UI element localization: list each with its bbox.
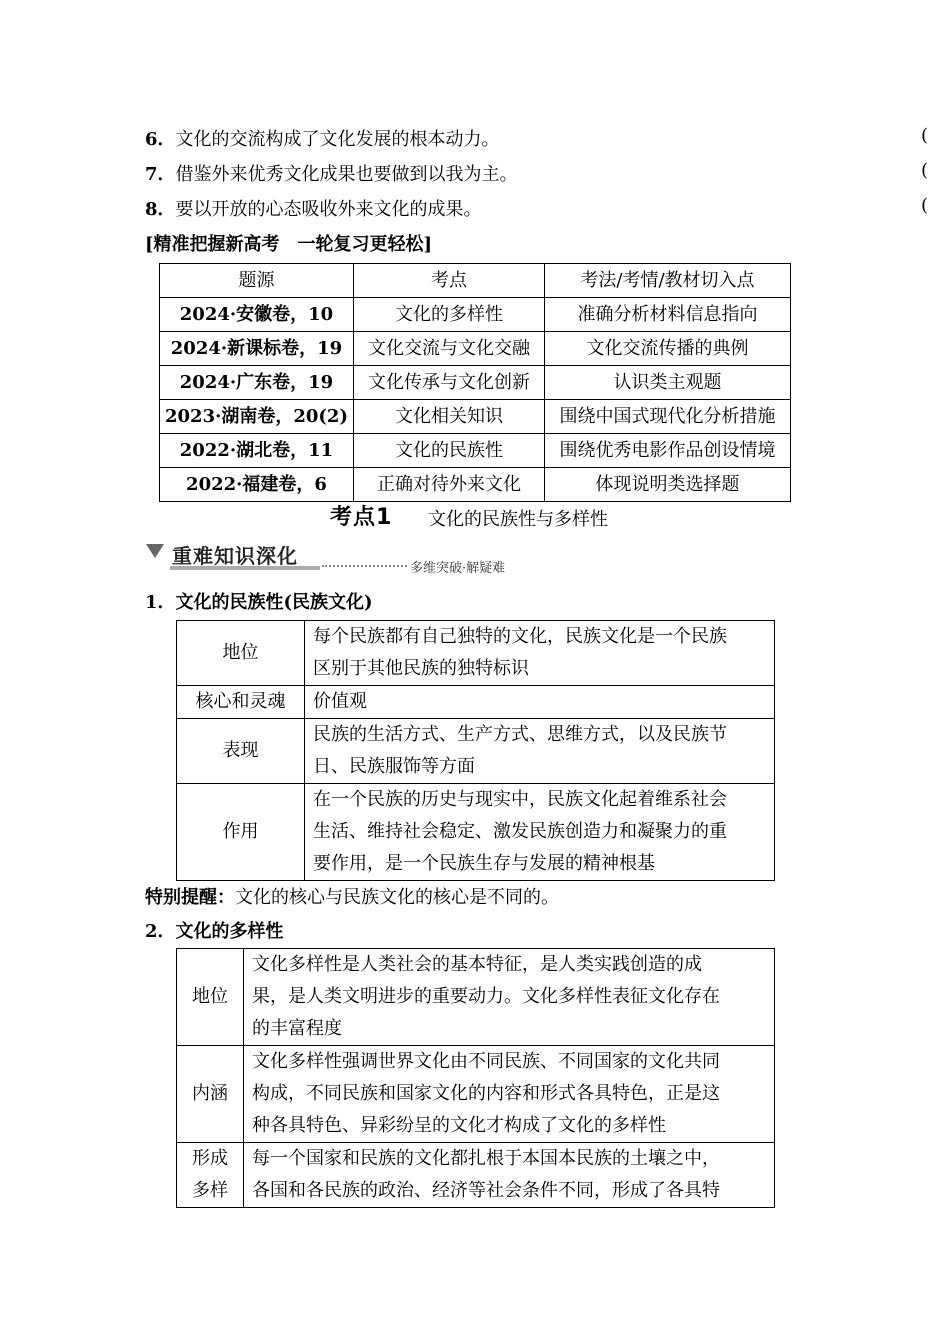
text-line: 的丰富程度 — [252, 1018, 342, 1039]
table-cell: 2023·湖南卷，20(2) — [160, 400, 354, 434]
note-text: 文化的核心与民族文化的核心是不同的。 — [235, 887, 559, 908]
question-text: 文化的交流构成了文化发展的根本动力。 — [175, 129, 500, 150]
table-cell: 文化传承与文化创新 — [354, 366, 545, 400]
column-header: 考点 — [354, 264, 545, 298]
table-cell: 认识类主观题 — [545, 366, 791, 400]
table-cell: 2024·广东卷，19 — [160, 366, 354, 400]
section-label: 重难知识深化 — [172, 544, 298, 568]
part1-heading: 1．文化的民族性(民族文化) — [145, 592, 373, 613]
table-cell: 文化的民族性 — [354, 434, 545, 468]
row-value — [305, 686, 775, 719]
row-key — [177, 1046, 244, 1143]
row-key: 表现 — [177, 719, 305, 784]
row-key: 地位 — [177, 621, 305, 686]
row-key: 核心和灵魂 — [177, 686, 305, 719]
row-value — [244, 1046, 775, 1143]
source-table — [159, 263, 791, 502]
table-row — [177, 1143, 775, 1208]
table-row — [177, 719, 775, 784]
text-line: 每一个国家和民族的文化都扎根于本国本民族的土壤之中， — [252, 1148, 720, 1169]
table-cell: 文化交流与文化交融 — [354, 332, 545, 366]
key-line: 内涵 — [192, 1083, 228, 1104]
question-6 — [145, 125, 500, 151]
table-row — [160, 468, 791, 502]
table-row — [177, 621, 775, 686]
section-dots — [322, 565, 407, 567]
table-cell: 文化相关知识 — [354, 400, 545, 434]
table-cell: 准确分析材料信息指向 — [545, 298, 791, 332]
table-cell: 围绕优秀电影作品创设情境 — [545, 434, 791, 468]
triangle-icon — [146, 544, 164, 558]
table-row — [177, 784, 775, 881]
row-key — [177, 1143, 244, 1208]
table-row — [177, 1046, 775, 1143]
question-8 — [145, 195, 482, 221]
table-cell: 正确对待外来文化 — [354, 468, 545, 502]
table-row — [160, 434, 791, 468]
text-line: 要作用，是一个民族生存与发展的精神根基 — [313, 853, 655, 874]
table-cell: 围绕中国式现代化分析措施 — [545, 400, 791, 434]
text-line: 在一个民族的历史与现实中，民族文化起着维系社会 — [313, 789, 727, 810]
key-line: 地位 — [192, 986, 228, 1007]
key-line: 形成 — [192, 1148, 228, 1169]
question-text: 要以开放的心态吸收外来文化的成果。 — [175, 199, 482, 220]
note-label: 特别提醒： — [145, 887, 235, 908]
text-line: 文化多样性是人类社会的基本特征，是人类实践创造的成 — [252, 954, 702, 975]
section-subtitle: 多维突破·解疑难 — [410, 561, 506, 576]
special-note — [145, 883, 559, 909]
table-row — [177, 686, 775, 719]
table-row — [160, 400, 791, 434]
table-row — [177, 949, 775, 1046]
part2-heading: 2．文化的多样性 — [145, 921, 284, 942]
table-row — [160, 366, 791, 400]
banner-heading: [精准把握新高考 一轮复习更轻松] — [145, 234, 433, 255]
column-header: 考法/考情/教材切入点 — [545, 264, 791, 298]
ethnicity-table — [176, 620, 775, 881]
answer-paren: ( — [921, 195, 929, 216]
row-value — [305, 719, 775, 784]
text-line: 文化多样性强调世界文化由不同民族、不同国家的文化共同 — [252, 1051, 720, 1072]
row-key: 作用 — [177, 784, 305, 881]
row-value — [244, 949, 775, 1046]
column-header: 题源 — [160, 264, 354, 298]
table-cell: 文化交流传播的典例 — [545, 332, 791, 366]
question-number: 8． — [145, 199, 176, 220]
table-cell: 2022·湖北卷，11 — [160, 434, 354, 468]
row-key — [177, 949, 244, 1046]
text-line: 民族的生活方式、生产方式、思维方式，以及民族节 — [313, 724, 727, 745]
table-row — [160, 332, 791, 366]
table-cell: 2024·安徽卷，10 — [160, 298, 354, 332]
text-line: 每个民族都有自己独特的文化，民族文化是一个民族 — [313, 626, 727, 647]
question-number: 7． — [145, 164, 176, 185]
text-line: 日、民族服饰等方面 — [313, 756, 475, 777]
question-7 — [145, 160, 518, 186]
row-value — [244, 1143, 775, 1208]
diversity-table — [176, 948, 775, 1208]
text-line: 区别于其他民族的独特标识 — [313, 658, 529, 679]
kaodian-label: 考点1 — [330, 505, 393, 530]
text-line: 价值观 — [313, 691, 367, 712]
table-cell: 文化的多样性 — [354, 298, 545, 332]
row-value — [305, 621, 775, 686]
table-cell: 2022·福建卷，6 — [160, 468, 354, 502]
question-text: 借鉴外来优秀文化成果也要做到以我为主。 — [175, 164, 518, 185]
text-line: 果，是人类文明进步的重要动力。文化多样性表征文化存在 — [252, 986, 720, 1007]
text-line: 构成，不同民族和国家文化的内容和形式各具特色，正是这 — [252, 1083, 720, 1104]
table-cell: 体现说明类选择题 — [545, 468, 791, 502]
table-cell: 2024·新课标卷，19 — [160, 332, 354, 366]
answer-paren: ( — [921, 160, 929, 181]
table-row — [160, 298, 791, 332]
key-line: 多样 — [192, 1180, 228, 1201]
kaodian-title: 文化的民族性与多样性 — [428, 509, 608, 530]
table-header-row — [160, 264, 791, 298]
row-value — [305, 784, 775, 881]
answer-paren: ( — [921, 125, 929, 146]
text-line: 各国和各民族的政治、经济等社会条件不同，形成了各具特 — [252, 1180, 720, 1201]
question-number: 6． — [145, 129, 176, 150]
text-line: 种各具特色、异彩纷呈的文化才构成了文化的多样性 — [252, 1115, 666, 1136]
text-line: 生活、维持社会稳定、激发民族创造力和凝聚力的重 — [313, 821, 727, 842]
